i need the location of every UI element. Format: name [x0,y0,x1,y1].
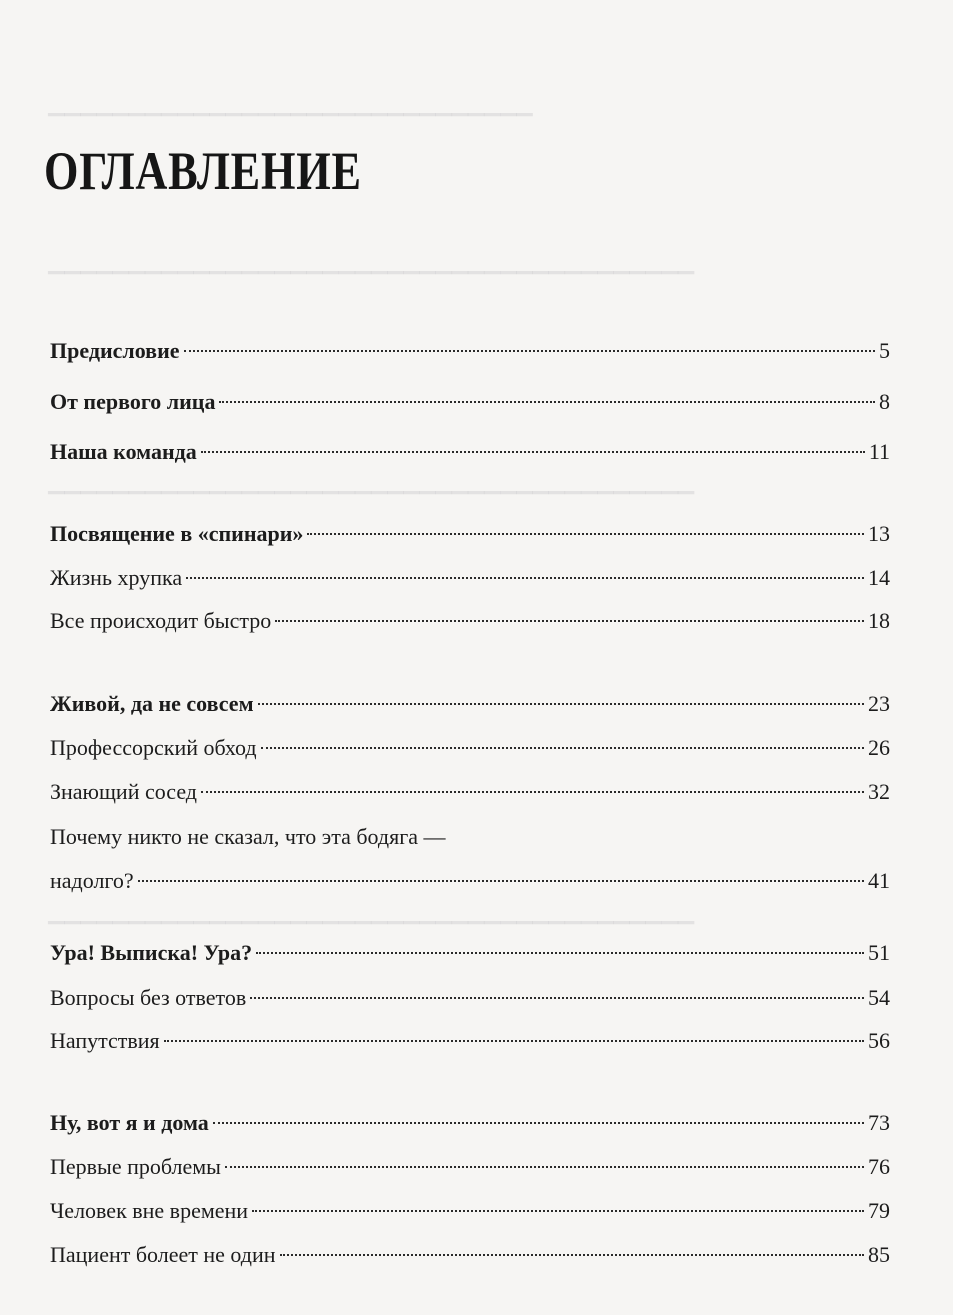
toc-entry-title: Напутствия [50,1028,160,1053]
toc-page-number: 23 [868,691,890,716]
toc-entry [50,733,890,763]
dot-leader [184,350,875,352]
toc-entry-title: Наша команда [50,439,197,464]
page-title: ОГЛАВЛЕНИЕ [44,141,362,201]
dot-leader [225,1166,864,1168]
toc-entry [50,336,890,366]
toc-page-number: 76 [868,1154,890,1179]
dot-leader [275,620,864,622]
toc-entry-title-first-line: Почему никто не сказал, что эта бодяга — [50,824,446,849]
toc-page-number: 5 [879,338,890,363]
dot-leader [252,1210,864,1212]
show-through-text: ▁▁▁▁▁▁▁▁▁▁▁▁▁▁▁▁▁▁▁▁▁▁▁▁▁▁▁▁▁▁▁▁▁▁▁▁▁▁▁▁ [48,900,694,924]
dot-leader [307,533,864,535]
table-of-contents [50,0,890,1315]
dot-leader [219,401,875,403]
show-through-text: ▁▁▁▁▁▁▁▁▁▁▁▁▁▁▁▁▁▁▁▁▁▁▁▁▁▁▁▁▁▁ [48,92,533,116]
toc-entry-title: Предисловие [50,338,180,363]
toc-entry-title: Ну, вот я и дома [50,1110,209,1135]
dot-leader [201,451,865,453]
toc-entry-title: От первого лица [50,389,216,414]
toc-entry [50,1196,890,1226]
toc-page-number: 11 [868,439,890,464]
toc-entry [50,606,890,636]
toc-page-number: 54 [868,985,890,1010]
toc-entry [50,1026,890,1056]
toc-entry [50,689,890,719]
toc-page-number: 51 [868,940,890,965]
toc-entry-title: Человек вне времени [50,1198,249,1223]
toc-entry-title: Посвящение в «спинари» [50,521,304,546]
toc-entry [50,777,890,807]
toc-entry [50,563,890,593]
dot-leader [213,1122,864,1124]
toc-entry-title: Первые проблемы [50,1154,221,1179]
toc-entry-title: надолго? [50,868,134,893]
toc-entry-title: Все происходит быстро [50,608,272,633]
toc-page-number: 18 [868,608,890,633]
dot-leader [258,703,864,705]
toc-page-number: 79 [868,1198,890,1223]
toc-page-number: 8 [879,389,890,414]
toc-entry-title: Жизнь хрупка [50,565,183,590]
show-through-text: ▁▁▁▁▁▁▁▁▁▁▁▁▁▁▁▁▁▁▁▁▁▁▁▁▁▁▁▁▁▁▁▁▁▁▁▁▁▁▁▁ [48,470,694,494]
toc-entry [50,519,890,549]
show-through-text: ▁▁▁▁▁▁▁▁▁▁▁▁▁▁▁▁▁▁▁▁▁▁▁▁▁▁▁▁▁▁▁▁▁▁▁▁▁▁▁▁ [48,250,694,274]
toc-page-number: 13 [868,521,890,546]
toc-page-number: 32 [868,779,890,804]
toc-page-number: 41 [868,868,890,893]
dot-leader [186,577,864,579]
toc-entry [50,437,890,467]
dot-leader [261,747,864,749]
toc-page-number: 85 [868,1242,890,1267]
toc-entry [50,938,890,968]
toc-entry [50,822,890,896]
toc-entry [50,1108,890,1138]
toc-entry [50,1240,890,1270]
toc-entry-title: Профессорский обход [50,735,257,760]
toc-page-number: 26 [868,735,890,760]
dot-leader [250,997,864,999]
toc-entry-title: Пациент болеет не один [50,1242,276,1267]
dot-leader [138,880,864,882]
toc-entry [50,983,890,1013]
toc-entry-title: Ура! Выписка! Ура? [50,940,253,965]
dot-leader [201,791,864,793]
toc-page-number: 73 [868,1110,890,1135]
toc-entry-title: Знающий сосед [50,779,197,804]
dot-leader [256,952,864,954]
dot-leader [164,1040,864,1042]
toc-entry-title: Живой, да не совсем [50,691,254,716]
toc-page-number: 14 [868,565,890,590]
toc-entry [50,1152,890,1182]
toc-entry-title: Вопросы без ответов [50,985,247,1010]
dot-leader [280,1254,864,1256]
toc-page-number: 56 [868,1028,890,1053]
toc-entry [50,387,890,417]
